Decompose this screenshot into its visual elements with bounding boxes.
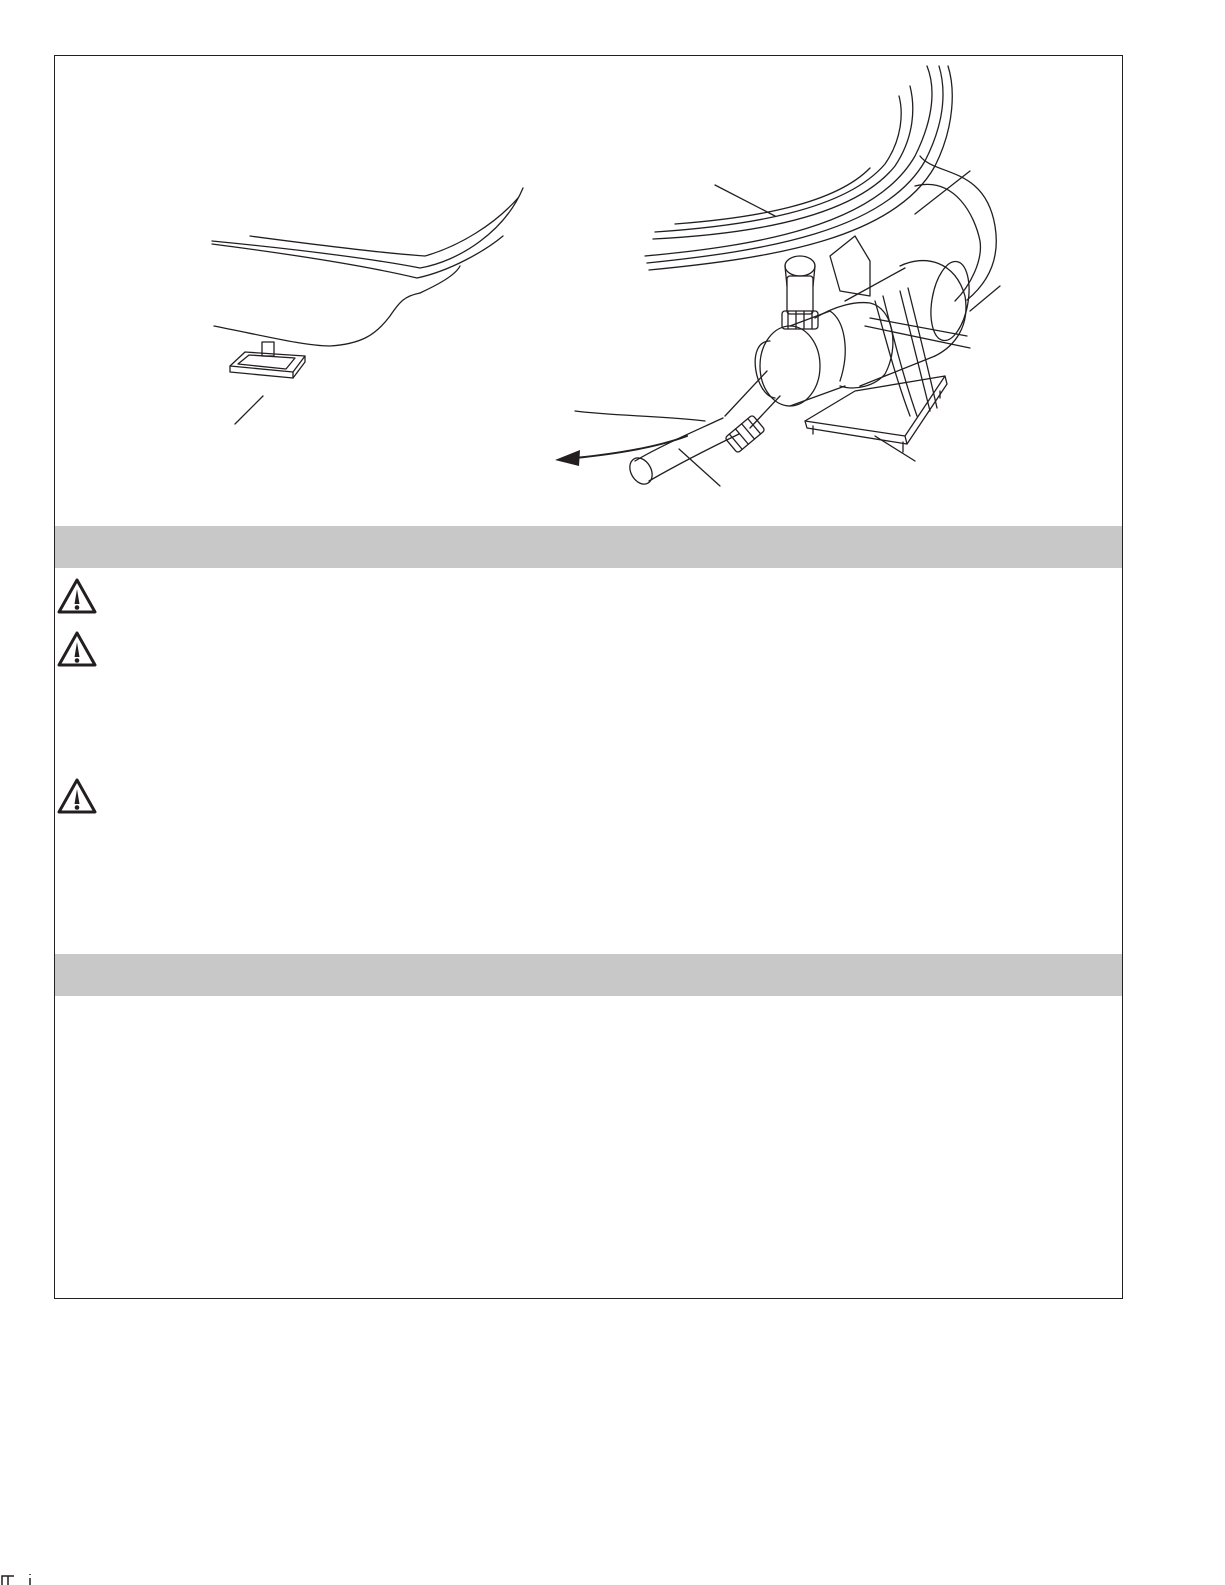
warning-triangle-icon xyxy=(57,631,97,667)
leader-line-motor xyxy=(970,286,1000,311)
section-header-band xyxy=(55,954,1122,996)
bath-edge-drawing xyxy=(212,188,523,424)
pump-assembly xyxy=(725,236,1000,461)
flow-direction-arrow xyxy=(555,436,687,466)
warning-triangle-icon xyxy=(57,778,97,814)
leader-line-foot xyxy=(235,396,263,424)
page-corner-mark xyxy=(0,1572,48,1585)
leader-line-bracket xyxy=(915,171,970,214)
leader-line-strap-a xyxy=(865,326,970,348)
foot-pad xyxy=(230,342,305,378)
drain-hose xyxy=(575,411,739,488)
section-header-band xyxy=(55,526,1122,568)
leader-line-base xyxy=(875,436,915,461)
leader-line-hose xyxy=(679,449,720,486)
leader-line-bath xyxy=(715,185,775,216)
pump-installation-illustration xyxy=(55,56,1122,526)
warning-triangle-icon xyxy=(57,578,97,614)
